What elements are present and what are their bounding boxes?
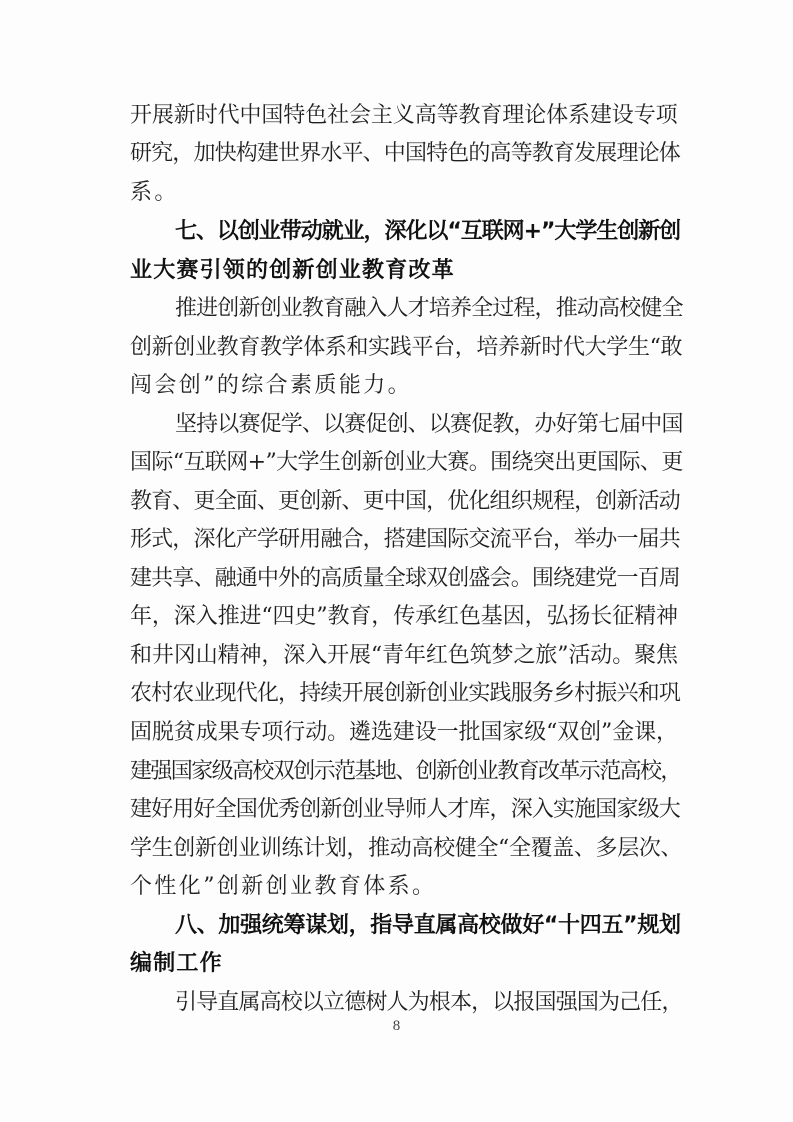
text-line: 坚持以赛促学、以赛促创、以赛促教，办好第七届中国 bbox=[175, 412, 683, 437]
text-line: 学生创新创业训练计划，推动高校健全“全覆盖、多层次、 bbox=[130, 836, 683, 861]
text-line: 建好用好全国优秀创新创业导师人才库，深入实施国家级大 bbox=[130, 797, 680, 822]
text-line: 建强国家级高校双创示范基地、创新创业教育改革示范高校， bbox=[130, 759, 681, 784]
section-heading-8: 八、加强统筹谋划，指导直属高校做好“十四五”规划 bbox=[175, 913, 681, 938]
text-line: 国际“互联网+”大学生创新创业大赛。围绕突出更国际、更 bbox=[130, 450, 683, 475]
text-line: 和井冈山精神，深入开展“青年红色筑梦之旅”活动。聚焦 bbox=[130, 643, 678, 668]
text-line: 推进创新创业教育融入人才培养全过程，推动高校健全 bbox=[175, 296, 683, 321]
section-heading-7: 七、以创业带动就业，深化以“互联网+”大学生创新创 bbox=[175, 219, 681, 244]
text-line: 农村农业现代化，持续开展创新创业实践服务乡村振兴和巩 bbox=[130, 681, 680, 706]
text-line: 创新创业教育教学体系和实践平台，培养新时代大学生“敢 bbox=[130, 335, 683, 360]
text-line: 形式，深化产学研用融合，搭建国际交流平台，举办一届共 bbox=[130, 527, 680, 552]
section-heading-8-cont: 编制工作 bbox=[130, 951, 223, 976]
text-line: 教育、更全面、更创新、更中国，优化组织规程，创新活动 bbox=[130, 489, 680, 514]
text-line: 研究，加快构建世界水平、中国特色的高等教育发展理论体 bbox=[130, 141, 680, 166]
text-line: 引导直属高校以立德树人为根本，以报国强国为己任， bbox=[175, 990, 683, 1015]
section-heading-7-cont: 业大赛引领的创新创业教育改革 bbox=[130, 258, 455, 283]
page-number: 8 bbox=[392, 1018, 401, 1034]
text-line: 开展新时代中国特色社会主义高等教育理论体系建设专项 bbox=[130, 103, 678, 128]
text-line: 固脱贫成果专项行动。遴选建设一批国家级“双创”金课， bbox=[130, 720, 678, 745]
text-line: 建共享、融通中外的高质量全球双创盛会。围绕建党一百周 bbox=[130, 566, 680, 591]
text-line: 系。 bbox=[130, 180, 179, 205]
text-line: 闯会创”的综合素质能力。 bbox=[130, 373, 413, 398]
text-line: 个性化”创新创业教育体系。 bbox=[130, 874, 437, 899]
text-line: 年，深入推进“四史”教育，传承红色基因，弘扬长征精神 bbox=[130, 604, 678, 629]
